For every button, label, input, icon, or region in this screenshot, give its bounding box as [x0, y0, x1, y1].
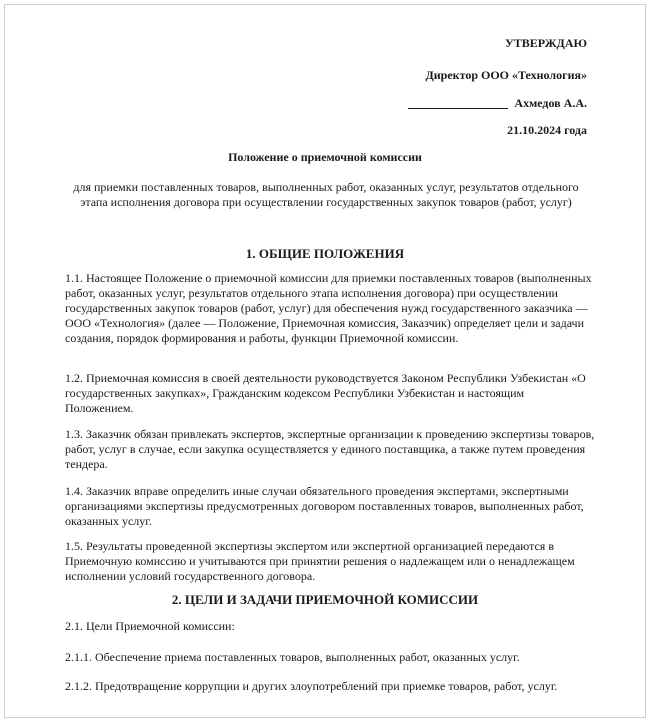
section-heading-2: 2. ЦЕЛИ И ЗАДАЧИ ПРИЕМОЧНОЙ КОМИССИИ [171, 592, 479, 607]
paragraph-2-1: 2.1. Цели Приемочной комиссии: [65, 619, 235, 633]
approval-heading: УТВЕРЖДАЮ [504, 36, 587, 50]
paragraph-1-2: 1.2. Приемочная комиссия в своей деятельности руководствуется Законом Республики Узбекистан «О государственных закупках», Гражданским кодексом Республики Узбекистан и настоящим Положением. [65, 371, 586, 415]
document-page [4, 4, 646, 718]
paragraph-2-1-2: 2.1.2. Предотвращение коррупции и других злоупотреблений при приемке товаров, работ, услуг. [65, 679, 558, 693]
paragraph-1-5: 1.5. Результаты проведенной экспертизы экспертом или экспертной организацией передаются в Приемочную комиссию и учитываются при принятии решения о надлежащем или о ненадлежащем исполнении условий государственного договора. [65, 539, 575, 583]
document-subtitle: для приемки поставленных товаров, выполненных работ, оказанных услуг, результатов отдельного этапа исполнения договора при осуществлении государственных закупок товаров (работ, услуг) [73, 180, 579, 209]
paragraph-1-1: 1.1. Настоящее Положение о приемочной комиссии для приемки поставленных товаров (выполненных работ, оказанных услуг, результатов отдельного этапа исполнения договора) при осуществлении государственных закупок товаров (работ, услуг) для обеспечения нужд государственного заказчика — ООО «Технология» (далее — Положение, Приемочная комиссия, Заказчик) определяет цели и задачи создания, порядок формирования и работы, функции Приемочной комиссии. [65, 271, 592, 345]
document-title: Положение о приемочной комиссии [228, 150, 422, 164]
paragraph-1-3: 1.3. Заказчик обязан привлекать экспертов, экспертные организации к проведению экспертизы товаров, работ, услуг в случае, если закупка осуществляется у единого поставщика, а также путем проведения тендера. [65, 427, 595, 471]
approval-date: 21.10.2024 года [507, 123, 587, 137]
approver-position: Директор ООО «Технология» [425, 68, 587, 82]
signature-line [408, 107, 508, 109]
section-heading-1: 1. ОБЩИЕ ПОЛОЖЕНИЯ [245, 246, 405, 261]
signer-name: Ахмедов А.А. [514, 96, 587, 110]
paragraph-1-4: 1.4. Заказчик вправе определить иные случаи обязательного проведения экспертами, экспертными организациями экспертизы предусмотренных договором поставленных товаров, выполненных работ, оказанных услуг. [65, 484, 584, 528]
paragraph-2-1-1: 2.1.1. Обеспечение приема поставленных товаров, выполненных работ, оказанных услуг. [65, 650, 520, 664]
signature-block [408, 96, 587, 111]
